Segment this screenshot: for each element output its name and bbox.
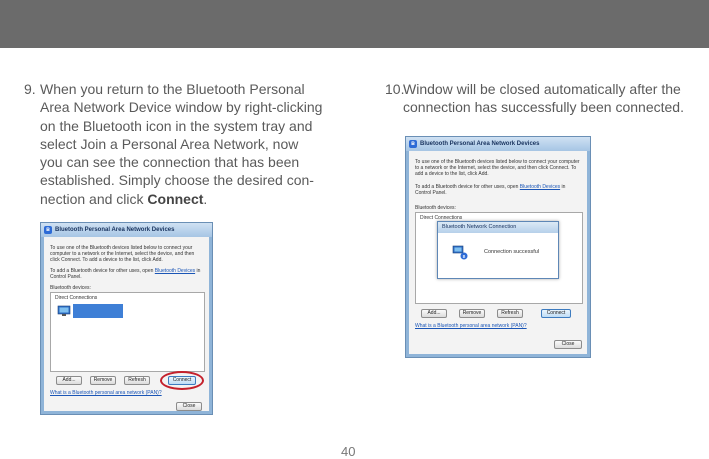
header-band [0,0,709,48]
dialog-add-other [50,268,203,280]
dialog-title: Bluetooth Personal Area Network Devices [420,141,540,147]
computer-icon [57,305,71,317]
dialog-title: Bluetooth Personal Area Network Devices [55,227,175,233]
devices-label: Bluetooth devices: [50,285,91,291]
popup-title: Bluetooth Network Connection [438,222,558,233]
connect-button[interactable]: Connect [168,376,196,385]
add-button[interactable]: Add... [56,376,82,385]
add-other-prefix: To add a Bluetooth device for other uses, open [50,268,155,274]
svg-text:ʙ: ʙ [462,254,466,260]
line-suffix: . [203,190,208,207]
bluetooth-devices-link[interactable]: Bluetooth Devices [154,268,196,274]
step-line: Window will be closed automatically after the [403,81,681,97]
step-line: select Join a Personal Area Network, now [40,135,299,152]
step-number: 10. [385,81,405,97]
bluetooth-icon: ʙ [409,140,417,148]
pan-help-link[interactable]: What is a Bluetooth personal area network (PAN)? [50,390,162,396]
step-line: Area Network Device window by right-clicking [40,99,323,116]
group-label: Direct Connections [55,295,98,301]
close-button[interactable]: Close [176,402,202,411]
popup-message: Connection successful [484,249,540,255]
dialog-intro: To use one of the Bluetooth devices listed below to connect your computer to a network or the Internet, select the device, and then click Connect. To add a device to the list, click Add. [415,159,580,177]
bluetooth-icon: ʙ [44,226,52,234]
remove-button[interactable]: Remove [459,309,485,318]
step-line: When you return to the Bluetooth Personal [40,81,305,97]
dialog-client [409,151,587,354]
connect-emphasis: Connect [147,190,204,207]
dialog-client [44,237,209,411]
step-9 [24,80,334,207]
devices-label: Bluetooth devices: [415,205,456,211]
step-text [40,80,330,208]
remove-button[interactable]: Remove [90,376,116,385]
devices-list[interactable] [50,292,205,372]
pan-devices-dialog-left [40,222,213,415]
step-line: you can see the connection that has been [40,154,300,171]
step-10 [385,80,695,120]
bluetooth-devices-link[interactable]: Bluetooth Devices [519,184,561,190]
line-prefix: nection and click [40,190,148,207]
step-line: established. Simply choose the desired con- [40,172,314,189]
add-button[interactable]: Add... [421,309,447,318]
pan-help-link[interactable]: What is a Bluetooth personal area network (PAN)? [415,323,527,329]
step-line: connection has successfully been connected. [403,99,684,116]
dialog-titlebar [41,223,212,237]
add-other-suffix: in Control Panel. [50,268,201,280]
dialog-titlebar [406,137,590,151]
connect-button[interactable]: Connect [541,309,571,318]
group-label: Direct Connections [420,215,463,221]
selected-device[interactable] [73,304,123,318]
step-text [403,80,703,117]
network-connection-icon [452,244,468,260]
page-number: 40 [341,444,356,459]
dialog-add-other [415,184,581,196]
connection-popup [437,221,559,279]
refresh-button[interactable]: Refresh [497,309,523,318]
pan-devices-dialog-right [405,136,591,358]
add-other-prefix: To add a Bluetooth device for other uses, open [415,184,520,190]
close-button[interactable]: Close [554,340,582,349]
refresh-button[interactable]: Refresh [124,376,150,385]
step-number: 9. [24,81,36,97]
step-line: on the Bluetooth icon in the system tray and [40,117,313,134]
add-other-suffix: in Control Panel. [415,184,566,196]
step-line-last [40,190,330,208]
connect-highlight-circle [160,371,204,390]
dialog-intro: To use one of the Bluetooth devices listed below to connect your computer to a network or the Internet, select the device, and then click Connect. To add a device to the list, click Add. [50,245,195,263]
